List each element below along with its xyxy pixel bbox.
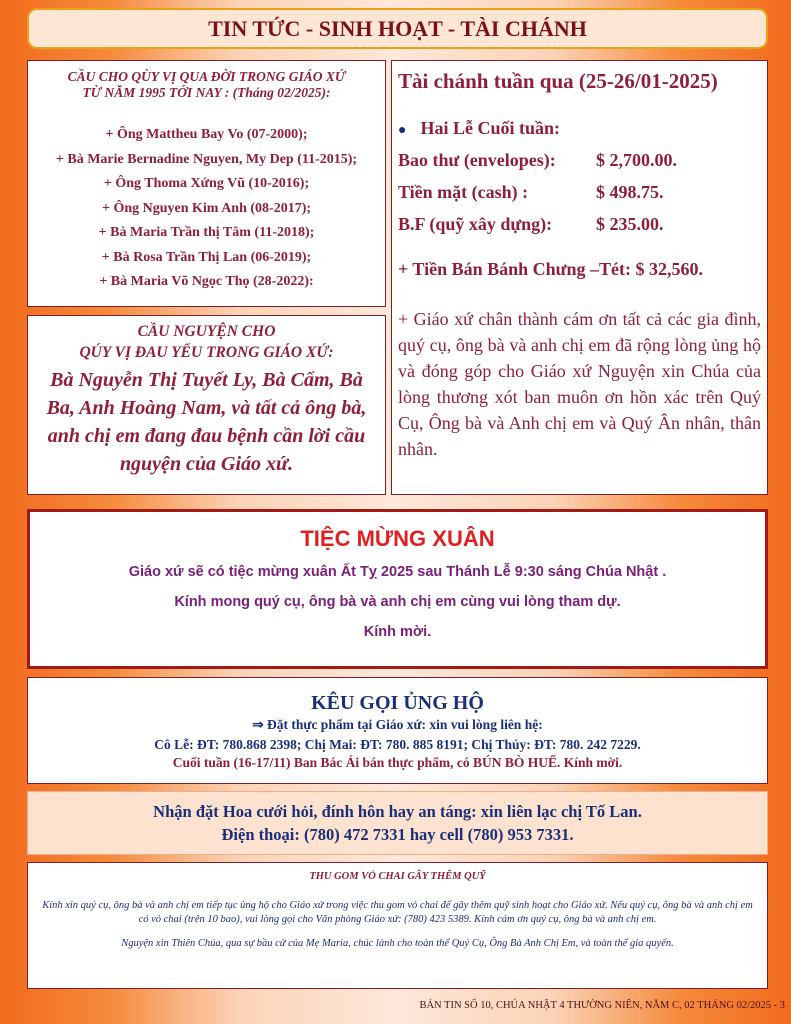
support-title: KÊU GỌI ỦNG HỘ — [311, 692, 484, 714]
bullet-icon: ● — [398, 123, 407, 138]
party-line2: Kính mong quý cụ, ông bà và anh chị em cùng vui lòng tham dự. — [174, 594, 621, 610]
deceased-item: + Ông Nguyen Kim Anh (08-2017); — [101, 200, 312, 216]
flower-line1: Nhận đặt Hoa cưới hỏi, đính hôn hay an táng: xin liên lạc chị Tố Lan. — [153, 802, 642, 821]
finance-title: Tài chánh tuần qua (25-26/01-2025) — [398, 69, 718, 93]
party-line1: Giáo xứ sẽ có tiệc mừng xuân Ất Tỵ 2025 sau Thánh Lễ 9:30 sáng Chúa Nhật . — [128, 564, 667, 580]
page-header — [27, 8, 768, 49]
party-line3: Kính mời. — [363, 624, 432, 640]
sick-title-line2: QÚY VỊ ĐAU YẾU TRONG GIÁO XỨ: — [79, 344, 334, 361]
deceased-title-line2: TỪ NĂM 1995 TỚI NAY : (Tháng 02/2025): — [82, 85, 331, 100]
spring-party-box — [27, 509, 768, 669]
bottles-blessing: Nguyện xin Thiên Chúa, qua sự bầu cử của Mẹ Maria, chúc lành cho toàn thể Quý Cụ, Ông Bà Anh Chị Em, và toàn thể gia quyến. — [121, 938, 674, 949]
deceased-list — [28, 123, 385, 295]
deceased-item: + Bà Maria Trần thị Tâm (11-2018); — [98, 225, 315, 240]
party-title: TIỆC MỪNG XUÂN — [300, 526, 495, 551]
deceased-item: + Bà Rosa Trần Thị Lan (06-2019); — [101, 249, 312, 265]
finance-bullet — [398, 118, 767, 139]
finance-row-amount: $ 2,700.00. — [596, 150, 677, 170]
finance-row — [398, 149, 767, 171]
finance-bullet-label: Hai Lễ Cuối tuần: — [420, 118, 560, 138]
page-footer: BẢN TIN SỐ 10, CHÚA NHẬT 4 THƯỜNG NIÊN, NĂM C, 02 THÁNG 02/2025 - 3 — [419, 1000, 785, 1011]
deceased-title-line1: CẦU CHO QÙY VỊ QUA ĐỜI TRONG GIÁO XỨ — [67, 69, 346, 84]
deceased-item: + Bà Maria Võ Ngọc Thọ (28-2022): — [99, 274, 314, 289]
deceased-item: + Ông Thoma Xứng Vũ (10-2016); — [103, 176, 310, 191]
finance-row — [398, 213, 767, 235]
support-contacts: Cô Lễ: ĐT: 780.868 2398; Chị Mai: ĐT: 780. 885 8191; Chị Thúy: ĐT: 780. 242 7229. — [154, 737, 641, 752]
deceased-item: + Ông Mattheu Bay Vo (07-2000); — [105, 127, 308, 142]
flower-order-box — [27, 791, 768, 855]
flower-phone: Điện thoại: (780) 472 7331 hay cell (780) 953 7331. — [221, 825, 574, 844]
header-title: TIN TỨC - SINH HOẠT - TÀI CHÁNH — [208, 16, 587, 41]
deceased-prayer-box — [27, 60, 386, 307]
finance-row-label: B.F (quỹ xây dựng): — [398, 214, 553, 234]
sick-names: Bà Nguyễn Thị Tuyết Ly, Bà Cẩm, Bà Ba, Anh Hoàng Nam, và tất cả ông bà, anh chị em đang đau bệnh cần lời cầu nguyện của Giáo xứ. — [46, 369, 367, 475]
deceased-title — [28, 69, 385, 101]
finance-row-label: Bao thư (envelopes): — [398, 150, 556, 170]
support-box — [27, 677, 768, 784]
finance-banh-chung: + Tiền Bán Bánh Chưng –Tét: $ 32,560. — [398, 259, 703, 279]
bottles-title: THU GOM VỎ CHAI GÂY THÊM QUỸ — [309, 871, 486, 882]
bottles-paragraph: Kính xin quý cụ, ông bà và anh chị em tiếp tục ủng hộ cho Giáo xứ trong việc thu gom vỏ chai để gây thêm quỹ sinh hoạt cho Giáo xứ. Nếu quý cụ, ông bà và anh chị em có vỏ chai (trên 10 bao), vui lòng gọi cho Văn phòng Giáo xứ: (780) 423 5389. Kính cám ơn quý cụ, ông bà và anh chị em. — [42, 900, 753, 925]
finance-row-amount: $ 235.00. — [596, 214, 664, 234]
support-weekend-note: Cuối tuần (16-17/11) Ban Bác Ái bán thực phẩm, có BÚN BÒ HUẾ. Kính mời. — [172, 755, 623, 770]
finance-row-label: Tiền mặt (cash) : — [398, 182, 529, 202]
finance-thanks: + Giáo xứ chân thành cám ơn tất cả các gia đình, quý cụ, ông bà và anh chị em đã rộng lòng ủng hộ và đóng góp cho Giáo xứ Nguyện xin Chúa của lòng thương xót ban muôn ơn hồn xác trên Quý Cụ, Ông bà và Anh chị em và Quý Ân nhân, thân nhân. — [398, 309, 761, 459]
finance-row — [398, 181, 767, 203]
finance-row-amount: $ 498.75. — [596, 182, 664, 202]
deceased-item: + Bà Marie Bernadine Nguyen, My Dep (11-2015); — [55, 151, 358, 167]
sick-title-line1: CẦU NGUYỆN CHO — [137, 323, 276, 340]
finance-box — [391, 60, 768, 495]
bottle-collection-box — [27, 862, 768, 989]
sick-title — [28, 321, 385, 363]
support-line1: ⇒ Đặt thực phẩm tại Giáo xứ: xin vui lòng liên hệ: — [252, 717, 543, 732]
sick-prayer-box — [27, 315, 386, 495]
